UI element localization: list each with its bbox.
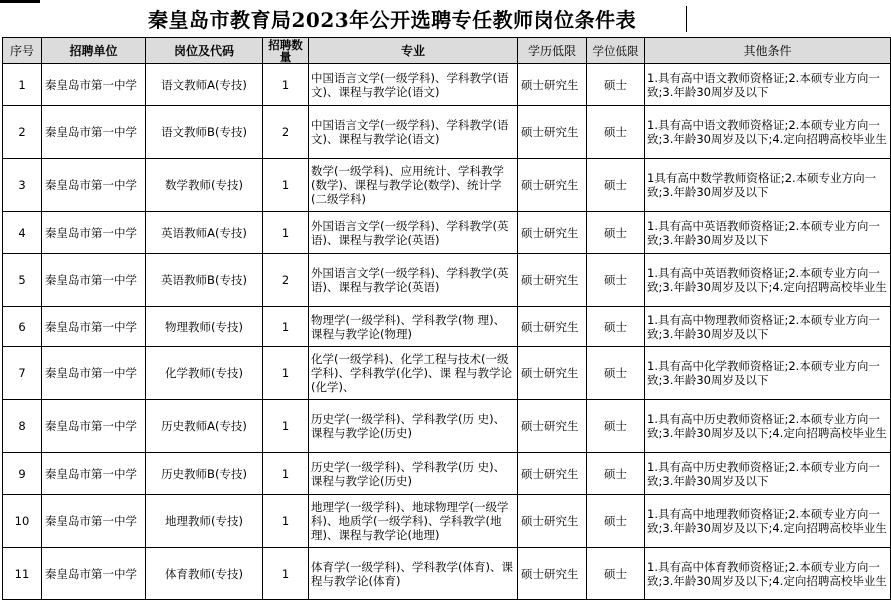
row-degree: 硕士 (587, 254, 645, 307)
row-seq: 10 (3, 495, 42, 548)
row-degree: 硕士 (587, 495, 645, 548)
row-seq: 4 (3, 212, 42, 254)
row-other: 1.具有高中化学教师资格证;2.本硕专业方向一致;3.年龄30周岁及以下 (645, 347, 891, 400)
page-title: 秦皇岛市教育局2023年公开选聘专任教师岗位条件表 (148, 8, 637, 32)
table-row (3, 159, 891, 212)
row-count: 1 (263, 64, 309, 106)
row-seq: 5 (3, 254, 42, 307)
table-row (3, 347, 891, 400)
row-unit: 秦皇岛市第一中学 (42, 64, 146, 106)
row-degree: 硕士 (587, 347, 645, 400)
row-count: 1 (263, 453, 309, 495)
row-seq: 8 (3, 400, 42, 453)
table-body (3, 64, 891, 600)
row-other: 1.具有高中语文教师资格证;2.本硕专业方向一致;3.年龄30周岁及以下 (645, 64, 891, 106)
row-unit: 秦皇岛市第一中学 (42, 106, 146, 159)
row-position: 历史教师A(专技) (146, 400, 263, 453)
header-count: 招聘数量 (263, 38, 309, 64)
header-seq: 序号 (3, 38, 42, 64)
row-seq: 2 (3, 106, 42, 159)
row-position: 英语教师B(专技) (146, 254, 263, 307)
row-major: 体育学(一级学科)、学科教学(体育)、课程与教学论(体育) (309, 548, 518, 600)
row-other: 1.具有高中体育教师资格证;2.本硕专业方向一致;3.年龄30周岁及以下;4.定向招聘高校毕业生 (645, 548, 891, 600)
row-other: 1具有高中数学教师资格证;2.本硕专业方向一致;3.年龄30周岁及以下 (645, 159, 891, 212)
row-count: 1 (263, 159, 309, 212)
row-count: 1 (263, 548, 309, 600)
table-row (3, 495, 891, 548)
header-other: 其他条件 (645, 38, 891, 64)
header-edu: 学历低限 (518, 38, 587, 64)
row-unit: 秦皇岛市第一中学 (42, 495, 146, 548)
row-unit: 秦皇岛市第一中学 (42, 548, 146, 600)
row-degree: 硕士 (587, 212, 645, 254)
header-position: 岗位及代码 (146, 38, 263, 64)
row-seq: 9 (3, 453, 42, 495)
row-position: 英语教师A(专技) (146, 212, 263, 254)
header-major: 专业 (309, 38, 518, 64)
row-edu: 硕士研究生 (518, 453, 587, 495)
row-edu: 硕士研究生 (518, 254, 587, 307)
row-seq: 11 (3, 548, 42, 600)
table-row (3, 106, 891, 159)
row-seq: 3 (3, 159, 42, 212)
table-row (3, 453, 891, 495)
row-other: 1.具有高中英语教师资格证;2.本硕专业方向一致;3.年龄30周岁及以下;4.定向招聘高校毕业生 (645, 254, 891, 307)
row-edu: 硕士研究生 (518, 347, 587, 400)
row-major: 化学(一级学科)、化学工程与技术(一级学科)、学科教学(化学)、课 程与教学论(化学)、 (309, 347, 518, 400)
row-major: 地理学(一级学科)、地球物理学(一级学科)、地质学(一级学科)、学科教学(地理)、课程与教学论(地理) (309, 495, 518, 548)
row-unit: 秦皇岛市第一中学 (42, 212, 146, 254)
row-position: 体育教师(专技) (146, 548, 263, 600)
row-other: 1.具有高中历史教师资格证;2.本硕专业方向一致;3.年龄30周岁及以下 (645, 453, 891, 495)
text-cursor (686, 6, 687, 32)
row-edu: 硕士研究生 (518, 495, 587, 548)
row-count: 2 (263, 106, 309, 159)
title-row (0, 0, 891, 36)
row-major: 数学(一级学科)、应用统计、学科教学(数学)、课程与教学论(数学)、统计学(二级学科) (309, 159, 518, 212)
row-other: 1.具有高中物理教师资格证;2.本硕专业方向一致;3.年龄30周岁及以下 (645, 307, 891, 347)
table-row (3, 400, 891, 453)
row-unit: 秦皇岛市第一中学 (42, 347, 146, 400)
header-unit: 招聘单位 (42, 38, 146, 64)
row-count: 1 (263, 400, 309, 453)
row-other: 1.具有高中语文教师资格证;2.本硕专业方向一致;3.年龄30周岁及以下;4.定向招聘高校毕业生 (645, 106, 891, 159)
row-edu: 硕士研究生 (518, 400, 587, 453)
row-unit: 秦皇岛市第一中学 (42, 453, 146, 495)
row-position: 数学教师(专技) (146, 159, 263, 212)
row-major: 外国语言文学(一级学科)、学科教学(英语)、课程与教学论(英语) (309, 212, 518, 254)
row-position: 语文教师B(专技) (146, 106, 263, 159)
row-major: 中国语言文学(一级学科)、学科教学(语文)、课程与教学论(语文) (309, 64, 518, 106)
row-edu: 硕士研究生 (518, 64, 587, 106)
row-other: 1.具有高中地理教师资格证;2.本硕专业方向一致;3.年龄30周岁及以下;4.定向招聘高校毕业生 (645, 495, 891, 548)
row-unit: 秦皇岛市第一中学 (42, 307, 146, 347)
row-position: 地理教师(专技) (146, 495, 263, 548)
row-degree: 硕士 (587, 64, 645, 106)
row-position: 化学教师(专技) (146, 347, 263, 400)
row-edu: 硕士研究生 (518, 307, 587, 347)
row-position: 语文教师A(专技) (146, 64, 263, 106)
row-degree: 硕士 (587, 453, 645, 495)
row-edu: 硕士研究生 (518, 212, 587, 254)
row-edu: 硕士研究生 (518, 106, 587, 159)
row-seq: 6 (3, 307, 42, 347)
row-other: 1.具有高中英语教师资格证;2.本硕专业方向一致;3.年龄30周岁及以下 (645, 212, 891, 254)
row-edu: 硕士研究生 (518, 548, 587, 600)
table-row (3, 254, 891, 307)
table-row (3, 307, 891, 347)
row-major: 外国语言文学(一级学科)、学科教学(英语)、课程与教学论(英语) (309, 254, 518, 307)
row-degree: 硕士 (587, 106, 645, 159)
row-other: 1.具有高中历史教师资格证;2.本硕专业方向一致;3.年龄30周岁及以下;4.定向招聘高校毕业生 (645, 400, 891, 453)
row-major: 中国语言文学(一级学科)、学科教学(语文)、课程与教学论(语文) (309, 106, 518, 159)
row-count: 1 (263, 495, 309, 548)
row-unit: 秦皇岛市第一中学 (42, 254, 146, 307)
row-major: 物理学(一级学科)、学科教学(物 理)、课程与教学论(物理) (309, 307, 518, 347)
row-seq: 7 (3, 347, 42, 400)
row-major: 历史学(一级学科)、学科教学(历 史)、课程与教学论(历史) (309, 400, 518, 453)
row-count: 1 (263, 347, 309, 400)
positions-table (2, 37, 891, 600)
table-row (3, 64, 891, 106)
row-seq: 1 (3, 64, 42, 106)
row-degree: 硕士 (587, 307, 645, 347)
row-unit: 秦皇岛市第一中学 (42, 159, 146, 212)
row-degree: 硕士 (587, 400, 645, 453)
row-major: 历史学(一级学科)、学科教学(历 史)、课程与教学论(历史) (309, 453, 518, 495)
table-row (3, 548, 891, 600)
row-count: 1 (263, 307, 309, 347)
row-degree: 硕士 (587, 159, 645, 212)
row-unit: 秦皇岛市第一中学 (42, 400, 146, 453)
header-row (3, 38, 891, 64)
row-position: 历史教师B(专技) (146, 453, 263, 495)
table-row (3, 212, 891, 254)
row-count: 1 (263, 212, 309, 254)
row-edu: 硕士研究生 (518, 159, 587, 212)
row-position: 物理教师(专技) (146, 307, 263, 347)
row-count: 2 (263, 254, 309, 307)
header-degree: 学位低限 (587, 38, 645, 64)
row-degree: 硕士 (587, 548, 645, 600)
